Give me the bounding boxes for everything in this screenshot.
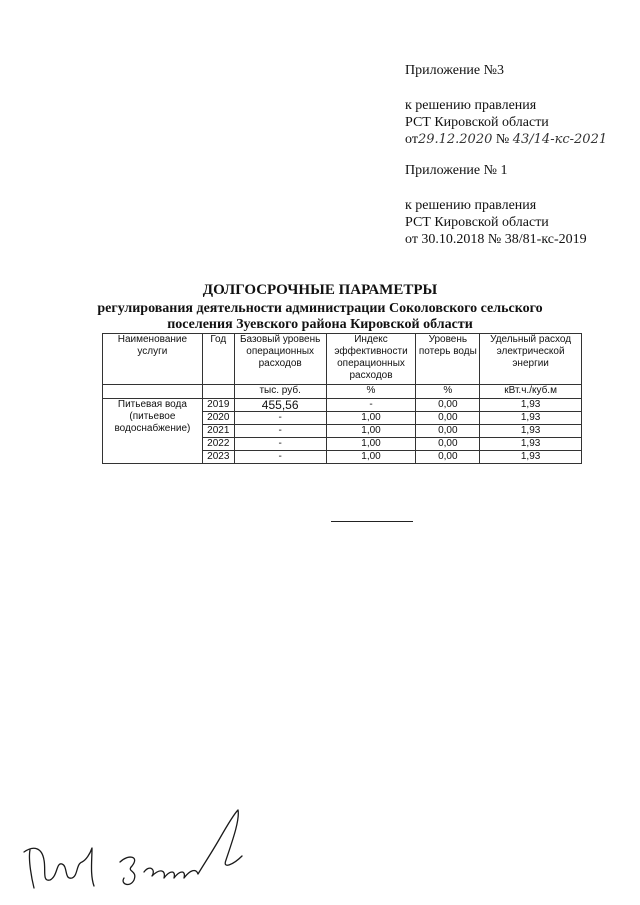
header-year: Год [202, 334, 234, 385]
appendix-3-from-prefix: от [405, 132, 418, 147]
appendix-3-line1: к решению правления [405, 98, 537, 113]
appendix-1-block [405, 162, 587, 248]
document-title: ДОЛГОСРОЧНЫЕ ПАРАМЕТРЫ [202, 282, 438, 298]
energy-rate-cell: 1,93 [480, 425, 582, 438]
year-cell: 2023 [202, 451, 234, 464]
table-units-row [103, 385, 582, 399]
efficiency-index-cell: 1,00 [326, 438, 416, 451]
year-cell: 2021 [202, 425, 234, 438]
header-efficiency-index: Индекс эффективности операционных расходов [326, 334, 416, 385]
document-subtitle-line1: регулирования деятельности администрации Соколовского сельского [97, 301, 543, 316]
table-row [103, 399, 582, 412]
unit-base-level: тыс. руб. [234, 385, 326, 399]
base-level-cell: - [234, 438, 326, 451]
appendix-3-title: Приложение №3 [405, 63, 504, 78]
appendix-3-number-prefix: № [495, 132, 510, 147]
unit-water-loss: % [416, 385, 480, 399]
appendix-1-line1: к решению правления [405, 198, 537, 213]
header-energy-rate: Удельный расход электрической энергии [480, 334, 582, 385]
table-header-row [103, 334, 582, 385]
water-loss-cell: 0,00 [416, 451, 480, 464]
closing-separator-line [331, 521, 413, 522]
water-loss-cell: 0,00 [416, 425, 480, 438]
appendix-1-line3: от 30.10.2018 № 38/81-кс-2019 [405, 232, 587, 247]
water-loss-cell: 0,00 [416, 438, 480, 451]
appendix-1-title: Приложение № 1 [405, 163, 508, 178]
energy-rate-cell: 1,93 [480, 399, 582, 412]
signature-right [120, 810, 242, 884]
handwritten-signatures [20, 790, 260, 895]
unit-energy-rate: кВт.ч./куб.м [480, 385, 582, 399]
service-name-cell: Питьевая вода (питьевое водоснабжение) [103, 399, 203, 464]
base-level-cell: 455,56 [234, 399, 326, 412]
efficiency-index-cell: 1,00 [326, 425, 416, 438]
document-subtitle-line2: поселения Зуевского района Кировской области [167, 317, 473, 332]
unit-year [202, 385, 234, 399]
base-level-cell: - [234, 412, 326, 425]
unit-service [103, 385, 203, 399]
water-loss-cell: 0,00 [416, 399, 480, 412]
energy-rate-cell: 1,93 [480, 451, 582, 464]
base-level-cell: - [234, 425, 326, 438]
appendix-3-number: 43/14-кс-2021 [512, 132, 608, 147]
parameters-table [102, 333, 582, 464]
year-cell: 2019 [202, 399, 234, 412]
header-water-loss: Уровень потерь воды [416, 334, 480, 385]
efficiency-index-cell: 1,00 [326, 451, 416, 464]
appendix-3-block [405, 62, 607, 148]
appendix-1-line2: РСТ Кировской области [405, 215, 549, 230]
energy-rate-cell: 1,93 [480, 438, 582, 451]
appendix-3-date-line [405, 131, 607, 148]
unit-efficiency-index: % [326, 385, 416, 399]
appendix-3-line2: РСТ Кировской области [405, 115, 549, 130]
efficiency-index-cell: - [326, 399, 416, 412]
year-cell: 2022 [202, 438, 234, 451]
header-base-level: Базовый уровень операционных расходов [234, 334, 326, 385]
year-cell: 2020 [202, 412, 234, 425]
base-level-cell: - [234, 451, 326, 464]
signature-left [24, 848, 94, 888]
water-loss-cell: 0,00 [416, 412, 480, 425]
header-service: Наименование услуги [103, 334, 203, 385]
efficiency-index-cell: 1,00 [326, 412, 416, 425]
appendix-3-date: 29.12.2020 [417, 132, 493, 147]
energy-rate-cell: 1,93 [480, 412, 582, 425]
